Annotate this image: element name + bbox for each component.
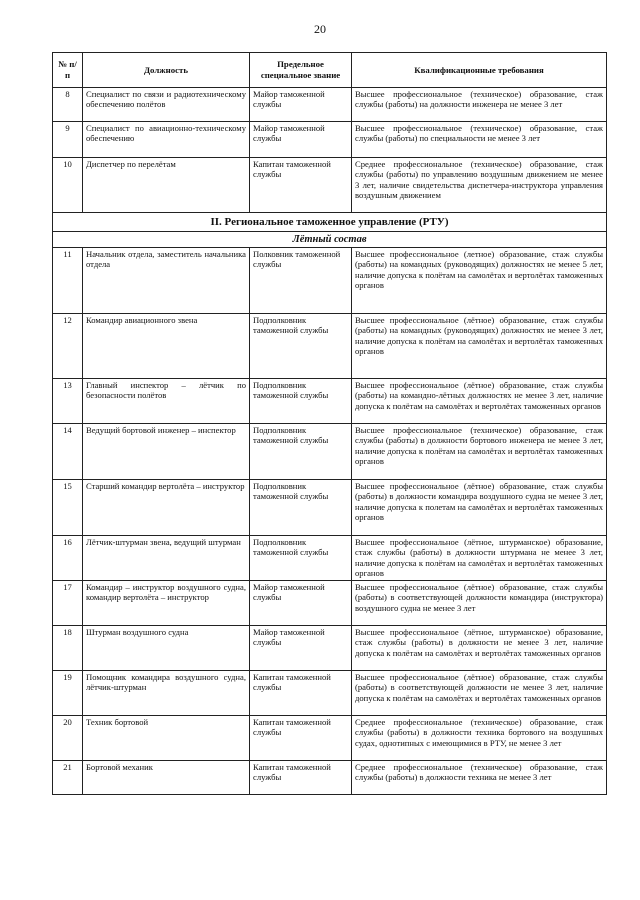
table-row [53, 88, 607, 122]
row-num: 13 [53, 379, 83, 424]
row-requirements: Высшее профессиональное (лётное) образование, стаж службы (работы) в соответствующей должности не менее 3 лет, наличие допуска к полётам на самолётах и вертолётах таможенных органов [352, 671, 607, 716]
row-position: Техник бортовой [83, 716, 250, 761]
row-num: 20 [53, 716, 83, 761]
table-row [53, 122, 607, 158]
row-num: 10 [53, 158, 83, 213]
row-rank: Подполковник таможенной службы [250, 480, 352, 536]
row-requirements: Высшее профессиональное (лётное) образование, стаж службы (работы) в должности командира воздушного судна не менее 3 лет, наличие допуска к полетам на самолётах и вертолётах таможенных органов [352, 480, 607, 536]
row-position: Лётчик-штурман звена, ведущий штурман [83, 536, 250, 581]
table-row [53, 716, 607, 761]
row-num: 19 [53, 671, 83, 716]
row-requirements: Высшее профессиональное (лётное, штурманское) образование, стаж службы (работы) в должности штурмана не менее 3 лет, наличие допуска к полётам на самолётах и вертолётах таможенных органов [352, 536, 607, 581]
page-number: 20 [314, 22, 326, 36]
row-num: 11 [53, 248, 83, 314]
row-position: Специалист по авиационно-техническому обеспечению [83, 122, 250, 158]
row-position: Ведущий бортовой инженер – инспектор [83, 424, 250, 480]
header-position: Должность [83, 53, 250, 88]
row-rank: Майор таможенной службы [250, 122, 352, 158]
row-rank: Капитан таможенной службы [250, 671, 352, 716]
row-rank: Подполковник таможенной службы [250, 424, 352, 480]
table-row [53, 581, 607, 626]
section-title-row [53, 213, 607, 232]
row-num: 18 [53, 626, 83, 671]
table-row [53, 314, 607, 379]
row-requirements: Среднее профессиональное (техническое) образование, стаж службы (работы) в должности техника бортового на воздушных судах, однотипных с имеющимися в РТУ, не менее 3 лет [352, 716, 607, 761]
row-rank: Капитан таможенной службы [250, 761, 352, 795]
row-position: Бортовой механик [83, 761, 250, 795]
row-rank: Полковник таможенной службы [250, 248, 352, 314]
header-rank: Предельное специальное звание [250, 53, 352, 88]
row-rank: Капитан таможенной службы [250, 716, 352, 761]
header-num: № п/п [53, 53, 83, 88]
row-num: 9 [53, 122, 83, 158]
row-num: 21 [53, 761, 83, 795]
table-row [53, 158, 607, 213]
row-requirements: Высшее профессиональное (техническое) образование, стаж службы (работы) по специальности не менее 3 лет [352, 122, 607, 158]
row-requirements: Высшее профессиональное (лётное, штурманское) образование, стаж службы (работы) в должности не менее 3 лет, наличие допуска к полётам на самолётах и вертолётах таможенных органов [352, 626, 607, 671]
row-position: Командир – инструктор воздушного судна, командир вертолёта – инструктор [83, 581, 250, 626]
row-requirements: Высшее профессиональное (лётное) образование, стаж службы (работы) в соответствующей должности командира (инструктора) воздушного судна не менее 3 лет [352, 581, 607, 626]
table-row [53, 480, 607, 536]
row-requirements: Среднее профессиональное (техническое) образование, стаж службы (работы) в должности техника не менее 3 лет [352, 761, 607, 795]
row-rank: Майор таможенной службы [250, 626, 352, 671]
row-rank: Подполковник таможенной службы [250, 379, 352, 424]
row-position: Специалист по связи и радиотехническому обеспечению полётов [83, 88, 250, 122]
row-num: 12 [53, 314, 83, 379]
row-rank: Подполковник таможенной службы [250, 536, 352, 581]
row-requirements: Высшее профессиональное (летное) образование, стаж службы (работы) на командных (руководящих) должностях не менее 5 лет, наличие допуска к полётам на самолётах и вертолётах таможенных органов [352, 248, 607, 314]
row-num: 14 [53, 424, 83, 480]
row-rank: Капитан таможенной службы [250, 158, 352, 213]
row-position: Командир авиационного звена [83, 314, 250, 379]
row-requirements: Высшее профессиональное (лётное) образование, стаж службы (работы) на командных (руководящих) должностях не менее 3 лет, наличие допуска к полётам на самолётах и вертолётах таможенных органов [352, 314, 607, 379]
table-row [53, 671, 607, 716]
row-num: 15 [53, 480, 83, 536]
table-row [53, 379, 607, 424]
section-title: II. Региональное таможенное управление (РТУ) [53, 213, 607, 232]
row-num: 8 [53, 88, 83, 122]
row-rank: Подполковник таможенной службы [250, 314, 352, 379]
table-row [53, 761, 607, 795]
row-num: 17 [53, 581, 83, 626]
row-requirements: Среднее профессиональное (техническое) образование, стаж службы (работы) по управлению воздушным движением не менее 3 лет, наличие свидетельства диспетчера-инструктора управления воздушным движением [352, 158, 607, 213]
qualification-table [52, 52, 607, 795]
table-header-row [53, 53, 607, 88]
row-position: Начальник отдела, заместитель начальника отдела [83, 248, 250, 314]
table-row [53, 424, 607, 480]
row-requirements: Высшее профессиональное (лётное) образование, стаж службы (работы) на командно-лётных должностях не менее 3 лет, наличие допуска к полётам на самолётах и вертолётах таможенных органов [352, 379, 607, 424]
table-row [53, 248, 607, 314]
row-num: 16 [53, 536, 83, 581]
header-requirements: Квалификационные требования [352, 53, 607, 88]
row-position: Главный инспектор – лётчик по безопасности полётов [83, 379, 250, 424]
row-requirements: Высшее профессиональное (техническое) образование, стаж службы (работы) в должности бортового инженера не менее 3 лет, наличие допуска к полётам на самолётах и вертолётах таможенных органов [352, 424, 607, 480]
row-position: Помощник командира воздушного судна, лётчик-штурман [83, 671, 250, 716]
table-row [53, 626, 607, 671]
row-position: Штурман воздушного судна [83, 626, 250, 671]
table-row [53, 536, 607, 581]
subsection-title: Лётный состав [53, 232, 607, 248]
row-requirements: Высшее профессиональное (техническое) образование, стаж службы (работы) на должности инженера не менее 3 лет [352, 88, 607, 122]
row-rank: Майор таможенной службы [250, 88, 352, 122]
row-position: Диспетчер по перелётам [83, 158, 250, 213]
subsection-title-row [53, 232, 607, 248]
row-rank: Майор таможенной службы [250, 581, 352, 626]
row-position: Старший командир вертолёта – инструктор [83, 480, 250, 536]
